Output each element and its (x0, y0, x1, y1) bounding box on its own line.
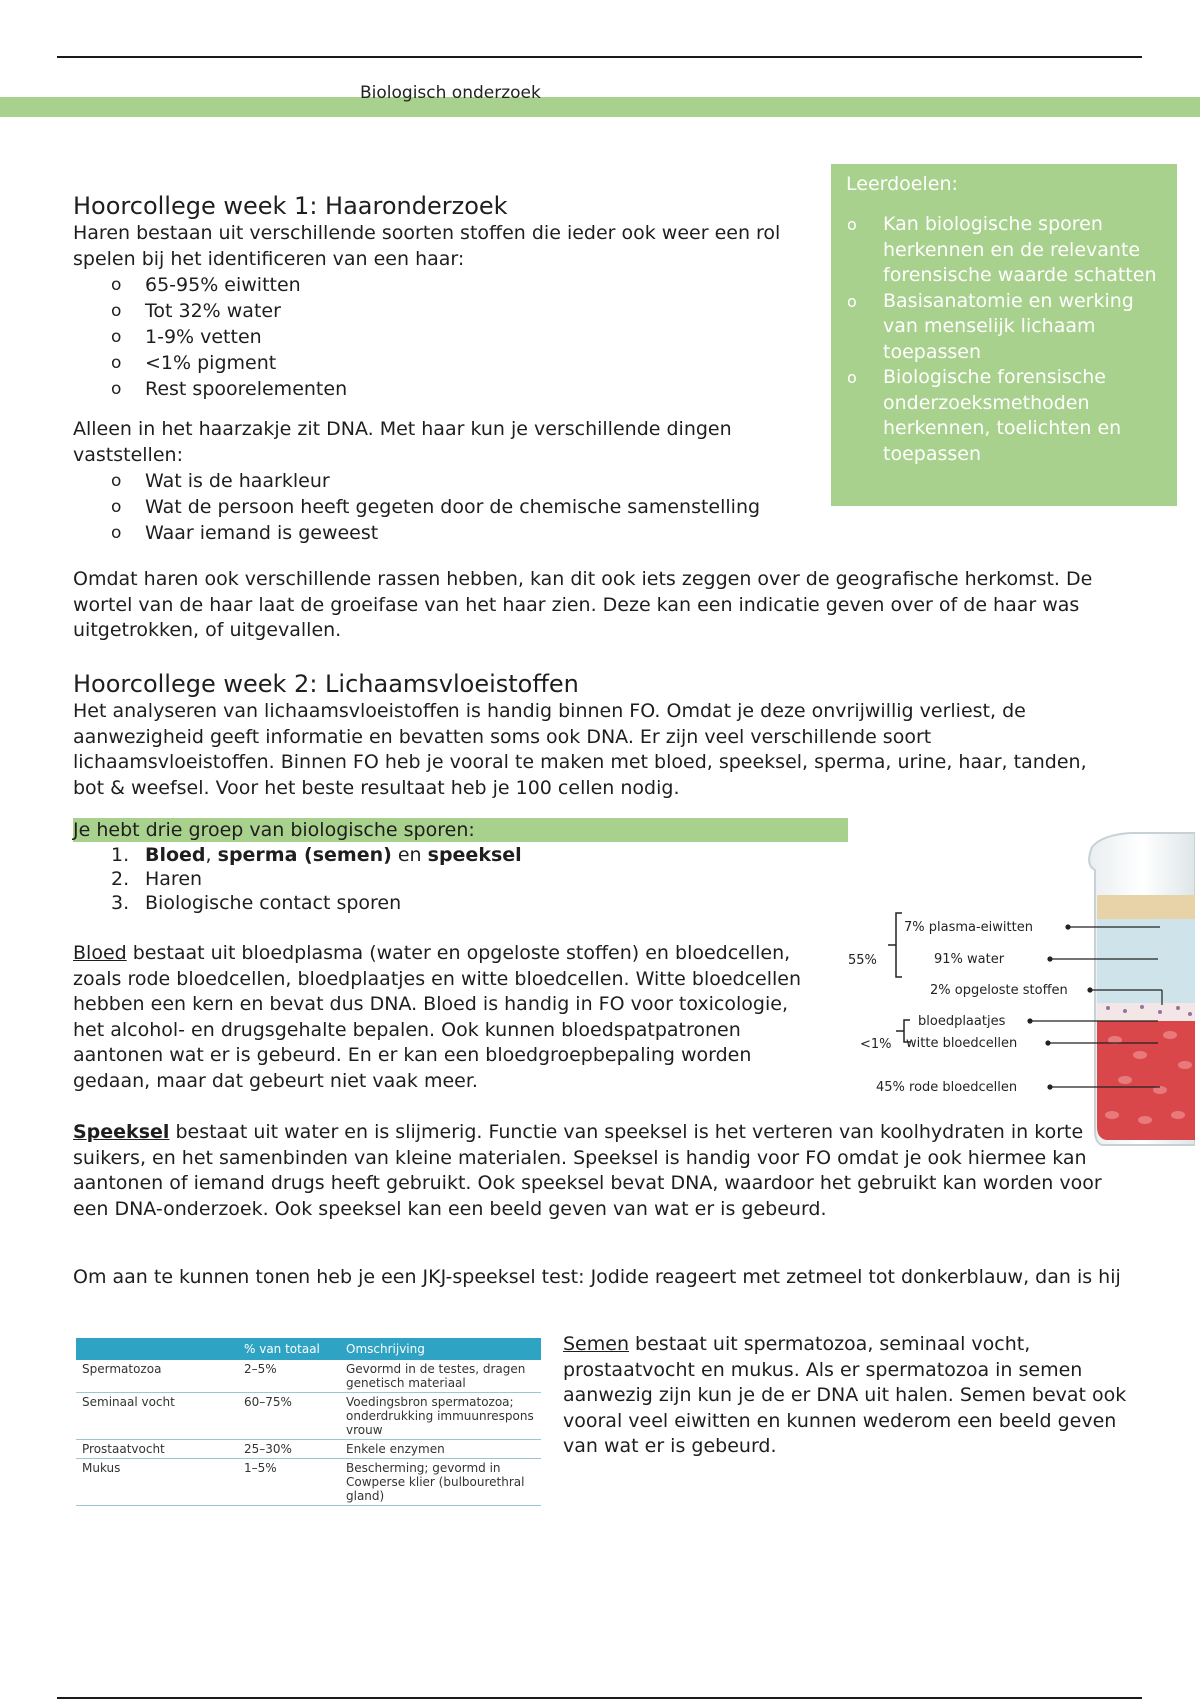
jkj-paragraph: Om aan te kunnen tonen heb je een JKJ-speeksel test: Jodide reageert met zetmeel tot donkerblauw, dan is hij (73, 1266, 1121, 1288)
list-item: 3. Biologische contact sporen (111, 892, 402, 914)
semen-paragraph: Semen bestaat uit spermatozoa, seminaal vocht, prostaatvocht en mukus. Als er spermatozoa in semen aanwezig zijn kun je de er DNA uit halen. Semen bevat ook vooral veel eiwitten en kunnen wederom een beeld geven van wat er is gebeurd. (563, 1333, 1127, 1457)
diagram-label-red-cells: 45% rode bloedcellen (876, 1080, 1018, 1095)
biological-groups-title: Je hebt drie groep van biologische sporen: (73, 818, 848, 842)
list-item: o 65-95% eiwitten (111, 274, 301, 296)
list-item: o Tot 32% water (111, 300, 281, 322)
semen-table (76, 1338, 541, 1506)
hair-determinations-list (73, 468, 813, 546)
list-item: o Biologische forensische onderzoeksmethoden herkennen, toelichten en toepassen (847, 366, 1122, 465)
list-item: o Kan biologische sporen herkennen en de relevante forensische waarde schatten (847, 213, 1157, 286)
saliva-paragraph: Speeksel bestaat uit water en is slijmerig. Functie van speeksel is het verteren van koolhydraten in korte suikers, en het samenbinden van kleine materialen. Speeksel is handig voor FO omdat je ook hiermee kan aantonen of iemand drugs heeft gebruikt. Ook speeksel bevat DNA, waardoor het gebruikt kan worden voor een DNA-onderzoek. Ook speeksel kan een beeld geven van wat er is gebeurd. (73, 1121, 1102, 1220)
list-item: o Waar iemand is geweest (111, 522, 379, 544)
list-item: o <1% pigment (111, 352, 277, 374)
header-band (0, 97, 1200, 117)
plasma-protein-layer (1097, 895, 1195, 919)
week1-section (73, 191, 813, 546)
week1-heading: Hoorcollege week 1: Haaronderzoek (73, 192, 508, 220)
table-row: Spermatozoa 2–5% Gevormd in de testes, dragen genetisch materiaal (76, 1360, 541, 1393)
white-cells-layer (1097, 1003, 1195, 1021)
table-header-row (76, 1338, 541, 1360)
list-item: o Basisanatomie en werking van menselijk lichaam toepassen (847, 289, 1134, 363)
diagram-label-water: 91% water (934, 952, 1005, 967)
page-title: Biologisch onderzoek (360, 83, 541, 103)
small-group-label: <1% (860, 1037, 892, 1052)
list-item: o 1-9% vetten (111, 326, 262, 348)
learning-goals-list (831, 212, 1177, 467)
table-header-percent: % van totaal (238, 1338, 340, 1360)
list-item: o Wat is de haarkleur (111, 470, 330, 492)
plasma-bracket (896, 913, 902, 977)
list-item: 1. Bloed, sperma (semen) en speeksel (111, 844, 522, 866)
learning-goals-box (831, 164, 1177, 506)
blood-paragraph: Bloed bestaat uit bloedplasma (water en opgeloste stoffen) en bloedcellen, zoals rode bloedcellen, bloedplaatjes en witte bloedcellen. Witte bloedcellen hebben een kern en bevat dus DNA. Bloed is handig in FO voor toxicologie, het alcohol- en drugsgehalte bepalen. Ook kunnen bloedspatpatronen aantonen wat er is gebeurd. En er kan een bloedgroepbepaling worden gedaan, maar dat gebeurt niet vaak meer. (73, 942, 802, 1092)
top-rule (57, 56, 1142, 58)
list-item: o Wat de persoon heeft gegeten door de chemische samenstelling (111, 496, 761, 518)
learning-goals-title: Leerdoelen: (846, 173, 958, 195)
diagram-label-white-cells: witte bloedcellen (906, 1036, 1018, 1051)
hair-components-list (73, 272, 813, 402)
table-row: Mukus 1–5% Bescherming; gevormd in Cowperse klier (bulbourethral gland) (76, 1459, 541, 1506)
diagram-label-plasma-proteins: 7% plasma-eiwitten (904, 920, 1033, 935)
blood-composition-diagram (840, 825, 1195, 1150)
biological-groups-list (73, 843, 773, 915)
table-header-description: Omschrijving (340, 1338, 541, 1360)
table-row: Seminaal vocht 60–75% Voedingsbron spermatozoa; onderdrukking immuunrespons vrouw (76, 1393, 541, 1440)
diagram-label-dissolved: 2% opgeloste stoffen (930, 983, 1068, 998)
hair-dna-intro: Alleen in het haarzakje zit DNA. Met haar kun je verschillende dingen vaststellen: (73, 418, 732, 466)
week2-heading: Hoorcollege week 2: Lichaamsvloeistoffen (73, 670, 579, 698)
table-row: Prostaatvocht 25–30% Enkele enzymen (76, 1440, 541, 1459)
list-item: 2. Haren (111, 868, 203, 890)
semen-composition-table (76, 1338, 541, 1506)
bottom-rule (57, 1697, 1142, 1699)
week2-intro: Het analyseren van lichaamsvloeistoffen is handig binnen FO. Omdat je deze onvrijwillig verliest, de aanwezigheid geeft informatie en bevatten soms ook DNA. Er zijn veel verschillende soort lichaamsvloeistoffen. Binnen FO heb je vooral te maken met bloed, speeksel, sperma, urine, haar, tanden, bot & weefsel. Voor het beste resultaat heb je 100 cellen nodig. (73, 700, 1087, 799)
week1-intro: Haren bestaan uit verschillende soorten stoffen die ieder ook weer een rol spelen bij het identificeren van een haar: (73, 222, 781, 270)
plasma-group-label: 55% (848, 953, 877, 968)
hair-origin-paragraph: Omdat haren ook verschillende rassen hebben, kan dit ook iets zeggen over de geografische herkomst. De wortel van de haar laat de groeifase van het haar zien. Deze kan een indicatie geven over of de haar was uitgetrokken, of uitgevallen. (73, 568, 1093, 641)
list-item: o Rest spoorelementen (111, 378, 348, 400)
diagram-label-platelets: bloedplaatjes (918, 1014, 1006, 1029)
